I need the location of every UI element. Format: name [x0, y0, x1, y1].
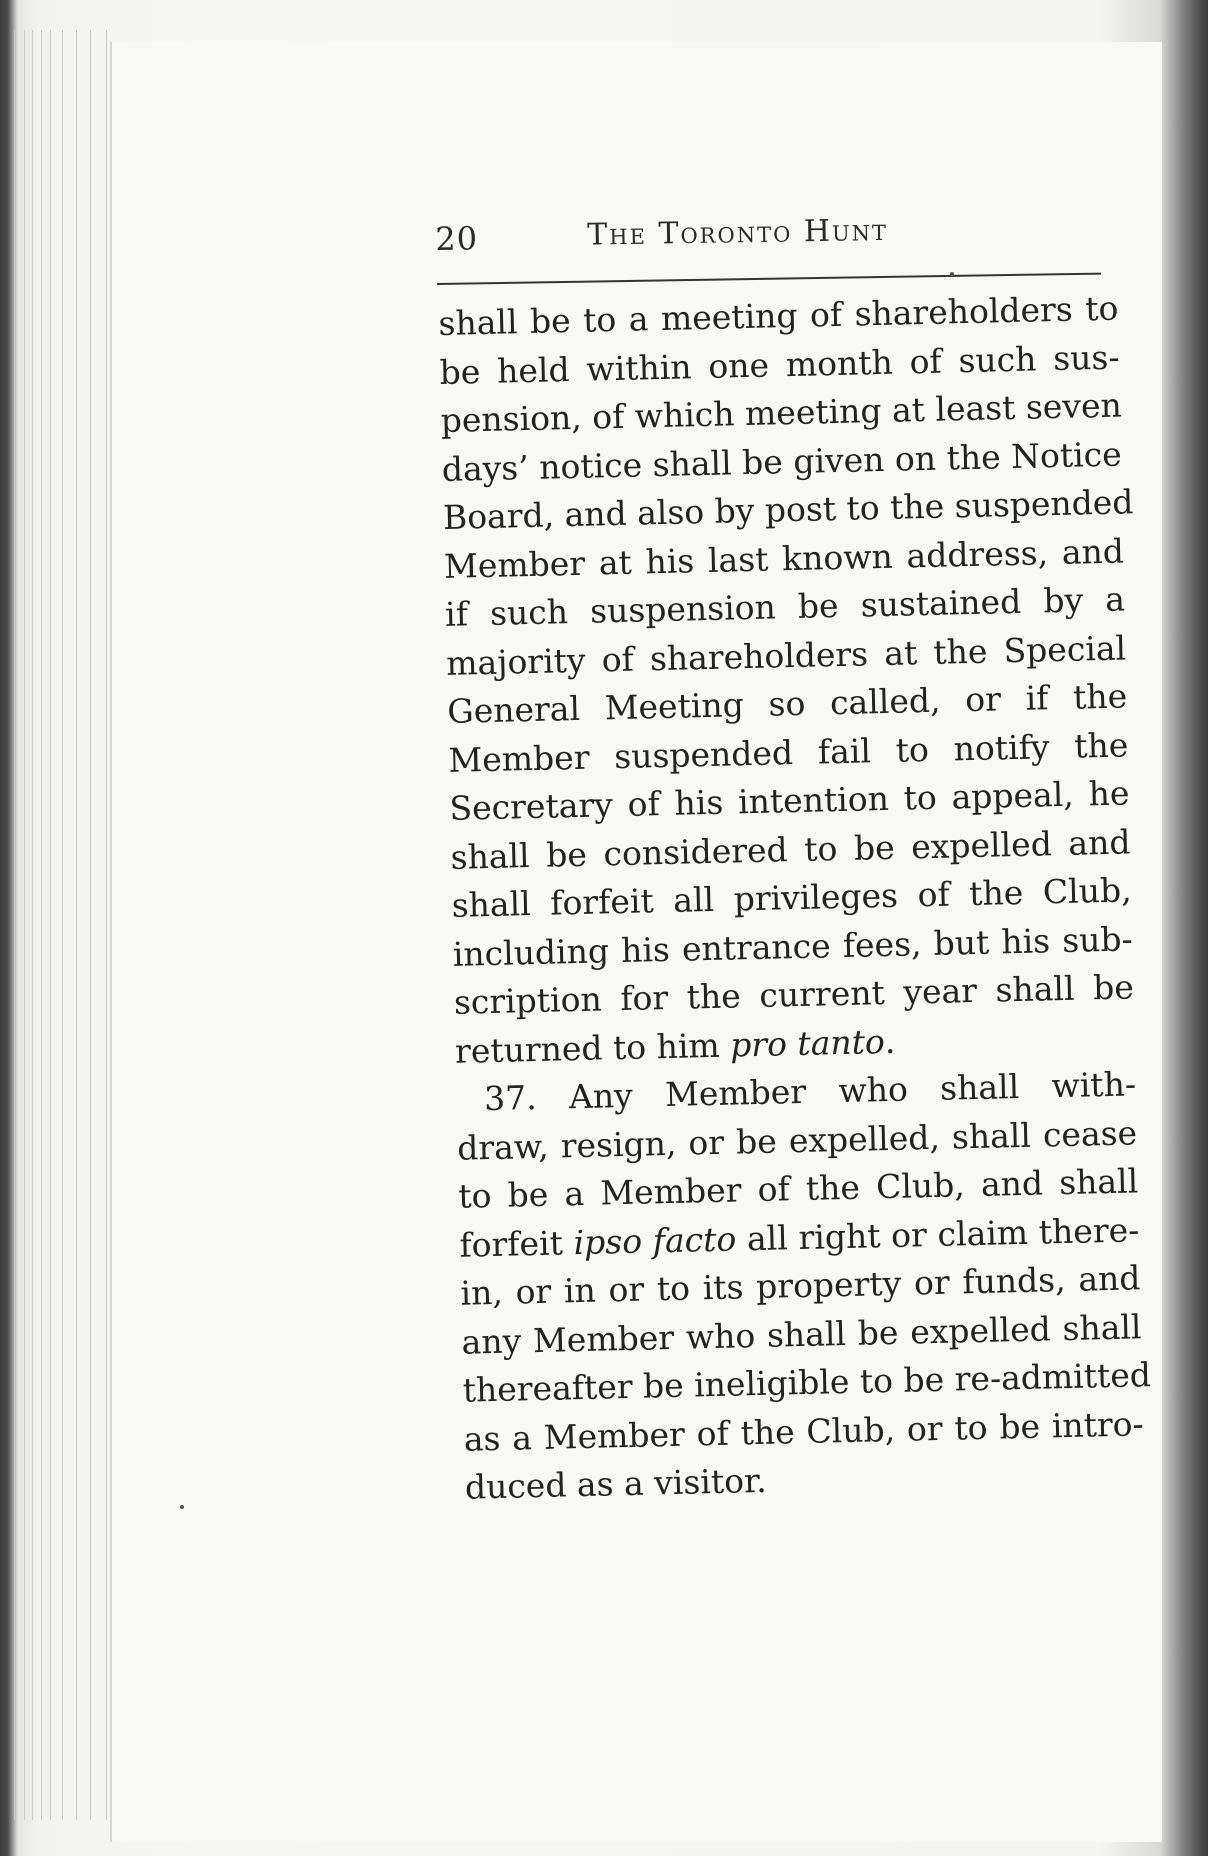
italic-phrase: pro tanto: [729, 1021, 886, 1065]
text-run: .: [884, 1021, 896, 1061]
text-line: majority of shareholders at the Special: [445, 627, 1127, 683]
text-line: to be a Member of the Club, and shall: [457, 1161, 1139, 1216]
text-line: Member suspended fail to notify the: [447, 724, 1129, 780]
paragraph-37: [456, 1060, 1152, 1512]
text-run: returned to him: [454, 1025, 731, 1071]
text-line: if such suspension be sustained by a: [444, 579, 1126, 634]
page-number: 20: [435, 219, 479, 258]
running-head: The Toronto Hunt: [586, 212, 889, 253]
italic-phrase: ipso facto: [573, 1218, 737, 1262]
text-line: General Meeting so called, or if the: [446, 676, 1128, 731]
text-line: pension, of which meeting at least seven: [440, 385, 1123, 440]
text-line: as a Member of the Club, or to be intro-: [463, 1403, 1145, 1459]
text-run: all right or claim there-: [735, 1209, 1140, 1258]
text-run: forfeit: [458, 1222, 575, 1265]
text-line: 37. Any Member who shall with-: [483, 1064, 1137, 1119]
text-line: shall be considered to be expelled and: [450, 821, 1131, 877]
paragraph-1: [438, 285, 1135, 1076]
ink-speck: [950, 272, 954, 276]
text-line: any Member who shall be expelled shall: [461, 1306, 1142, 1362]
text-line: Member at his last known address, and: [443, 531, 1125, 586]
text-line: be held within one month of such sus-: [439, 337, 1120, 392]
text-line: shall be to a meeting of shareholders to: [438, 288, 1119, 343]
text-line: in, or in or to its property or funds, and: [460, 1258, 1141, 1313]
text-line: Board, and also by post to the suspended: [442, 482, 1134, 537]
text-line: shall forfeit all privileges of the Club,: [451, 870, 1133, 925]
text-line: including his entrance fees, but his sub-: [452, 918, 1134, 974]
body-text: [438, 285, 1152, 1513]
text-line: days’ notice shall be given on the Notice: [441, 434, 1123, 489]
book-page-edges: [10, 30, 120, 1820]
text-line: duced as a visitor.: [464, 1460, 768, 1507]
text-line: Secretary of his intention to appeal, he: [449, 773, 1130, 828]
text-line: scription for the current year shall be: [453, 967, 1135, 1022]
text-line: draw, resign, or be expelled, shall cease: [456, 1112, 1138, 1168]
text-line: thereafter be ineligible to be re-admitted: [462, 1355, 1152, 1410]
ink-speck: [180, 1505, 184, 1509]
